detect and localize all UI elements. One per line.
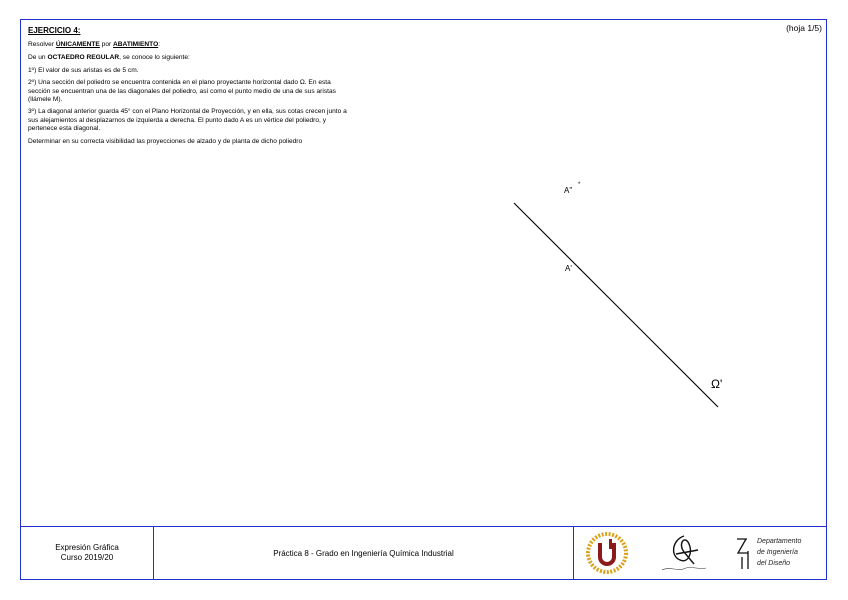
given-data-intro: De un OCTAEDRO REGULAR, se conoce lo siguiente:: [28, 53, 190, 61]
course-year: Curso 2019/20: [60, 553, 114, 562]
logos-cell: [574, 527, 826, 579]
condition-1: 1º) El valor de sus aristas es de 5 cm.: [28, 66, 139, 74]
omega-trace-line: [514, 203, 718, 407]
sheet-number: (hoja 1/5): [786, 23, 822, 33]
projection-drawing: [21, 20, 826, 525]
department-logo: [734, 533, 756, 573]
point-a-plan-mark: [578, 267, 581, 270]
practice-title: Práctica 8 - Grado en Ingeniería Química Industrial: [154, 527, 574, 579]
department-name: Departamento de Ingeniería del Diseño: [757, 538, 802, 567]
label-omega-prime: Ω': [711, 377, 723, 391]
course-name: Expresión Gráfica: [55, 543, 119, 552]
course-cell: [21, 527, 154, 579]
exercise-title: EJERCICIO 4:: [28, 26, 81, 35]
title-block: [21, 526, 826, 579]
point-a-elevation-mark: *: [578, 182, 581, 188]
signature-logo: [654, 530, 714, 576]
sheet-frame: [20, 19, 827, 580]
task-statement: Determinar en su correcta visibilidad las proyecciones de alzado y de planta de dicho poliedro: [28, 137, 303, 145]
condition-2: 2º) Una sección del poliedro se encuentra contenida en el plano proyectante horizontal dado Ω. En esta sección se encuentran una de las diagonales del poliedro, así como el punto medio de una de sus aristas (llámele M).: [28, 79, 336, 103]
label-a-prime: A': [565, 264, 572, 273]
instruction-line: Resolver ÚNICAMENTE por ABATIMIENTO:: [28, 41, 161, 49]
university-seal-logo: [584, 531, 630, 575]
label-a-double-prime: A": [564, 186, 573, 195]
condition-3: 3º) La diagonal anterior guarda 45° con el Plano Horizontal de Proyección, y en ella, sus cotas crecen junto a sus alejamientos al desplazarnos de izquierda a derecha. El punto dado A es un vértice del poliedro, y pertenece esta diagonal.: [28, 108, 347, 132]
